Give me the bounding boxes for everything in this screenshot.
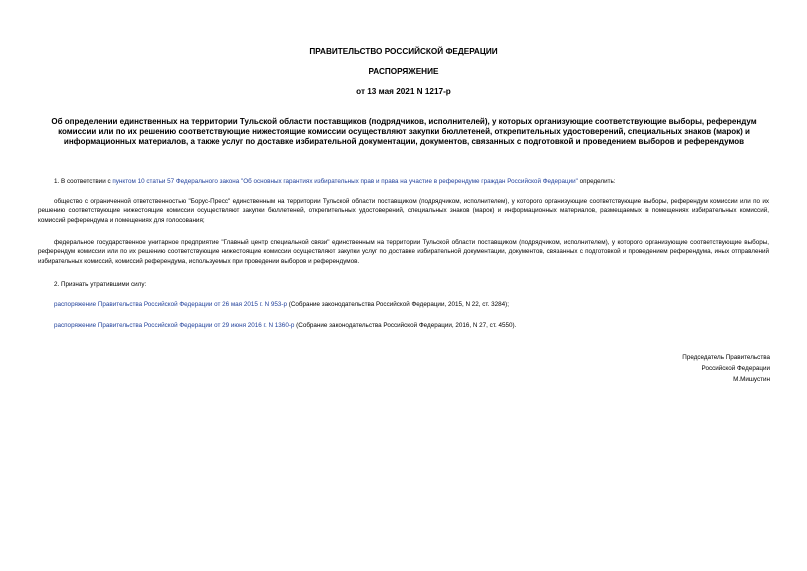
document-title: Об определении единственных на территории Тульской области поставщиков (подрядчиков, исполнителей), у которых организующие соответствующие выборы, референдум комиссии или по их решению соответствующие нижестоящие комиссии осуществляют закупки бюллетеней, открепительных удостоверений, специальных знаков (марок) и информационных материалов, а также услуг по доставке избирательной документации, документов, связанных с подготовкой и проведением выборов и референдумов	[51, 117, 757, 146]
paragraph-2-repeal: 2. Признать утратившими силу:	[54, 281, 147, 288]
repealed-order-2	[38, 321, 769, 330]
order-1360-link[interactable]: распоряжение Правительства Российской Федерации от 29 июня 2016 г. N 1360-р	[54, 322, 295, 329]
paragraph-borus-press: общество с ограниченной ответственностью "Борус-Пресс" единственным на территории Тульской области поставщиком (подрядчиком, исполнителем), у которого организующие соответствующие выборы, референдум комиссии или по их решению соответствующие нижестоящие комиссии осуществляют закупки бюллетеней, открепительных удостоверений, специальных знаков (марок) и информационных материалов, размещаемых в помещениях избирательных комиссий, комиссий референдума и помещениях для голосования;	[38, 198, 769, 224]
order-953-link[interactable]: распоряжение Правительства Российской Федерации от 26 мая 2015 г. N 953-р	[54, 301, 288, 308]
repealed-order-1-source: (Собрание законодательства Российской Федерации, 2015, N 22, ст. 3284);	[287, 301, 509, 308]
government-heading: ПРАВИТЕЛЬСТВО РОССИЙСКОЙ ФЕДЕРАЦИИ	[309, 47, 498, 56]
paragraph-1-prefix: 1. В соответствии с	[54, 178, 113, 185]
paragraph-special-communications: федеральное государственное унитарное предприятие "Главный центр специальной связи" единственным на территории Тульской области поставщиком (подрядчиком, исполнителем), у которого организующие соответствующие выборы, референдум комиссии или по их решению соответствующие нижестоящие комиссии осуществляют закупки услуг по доставке избирательной документации, документов, связанных с подготовкой и проведением референдума, иных отправлений избирательных комиссий, комиссий референдума, используемых при проведении выборов и референдумов.	[38, 239, 769, 265]
repealed-order-1	[38, 300, 769, 309]
document-type-heading: РАСПОРЯЖЕНИЕ	[368, 67, 439, 76]
law-article-link[interactable]: пунктом 10 статьи 57 Федерального закона "Об основных гарантиях избирательных прав и права на участие в референдуме граждан Российской Федерации"	[112, 178, 578, 185]
repealed-order-2-source: (Собрание законодательства Российской Федерации, 2016, N 27, ст. 4550).	[294, 322, 517, 329]
paragraph-1	[38, 177, 769, 186]
signature-position: Председатель Правительства	[682, 354, 770, 361]
document-date-number: от 13 мая 2021 N 1217-р	[356, 87, 451, 96]
signature-name: М.Мишустин	[733, 376, 770, 383]
signature-country: Российской Федерации	[701, 365, 770, 372]
paragraph-1-suffix: определить:	[577, 178, 616, 185]
